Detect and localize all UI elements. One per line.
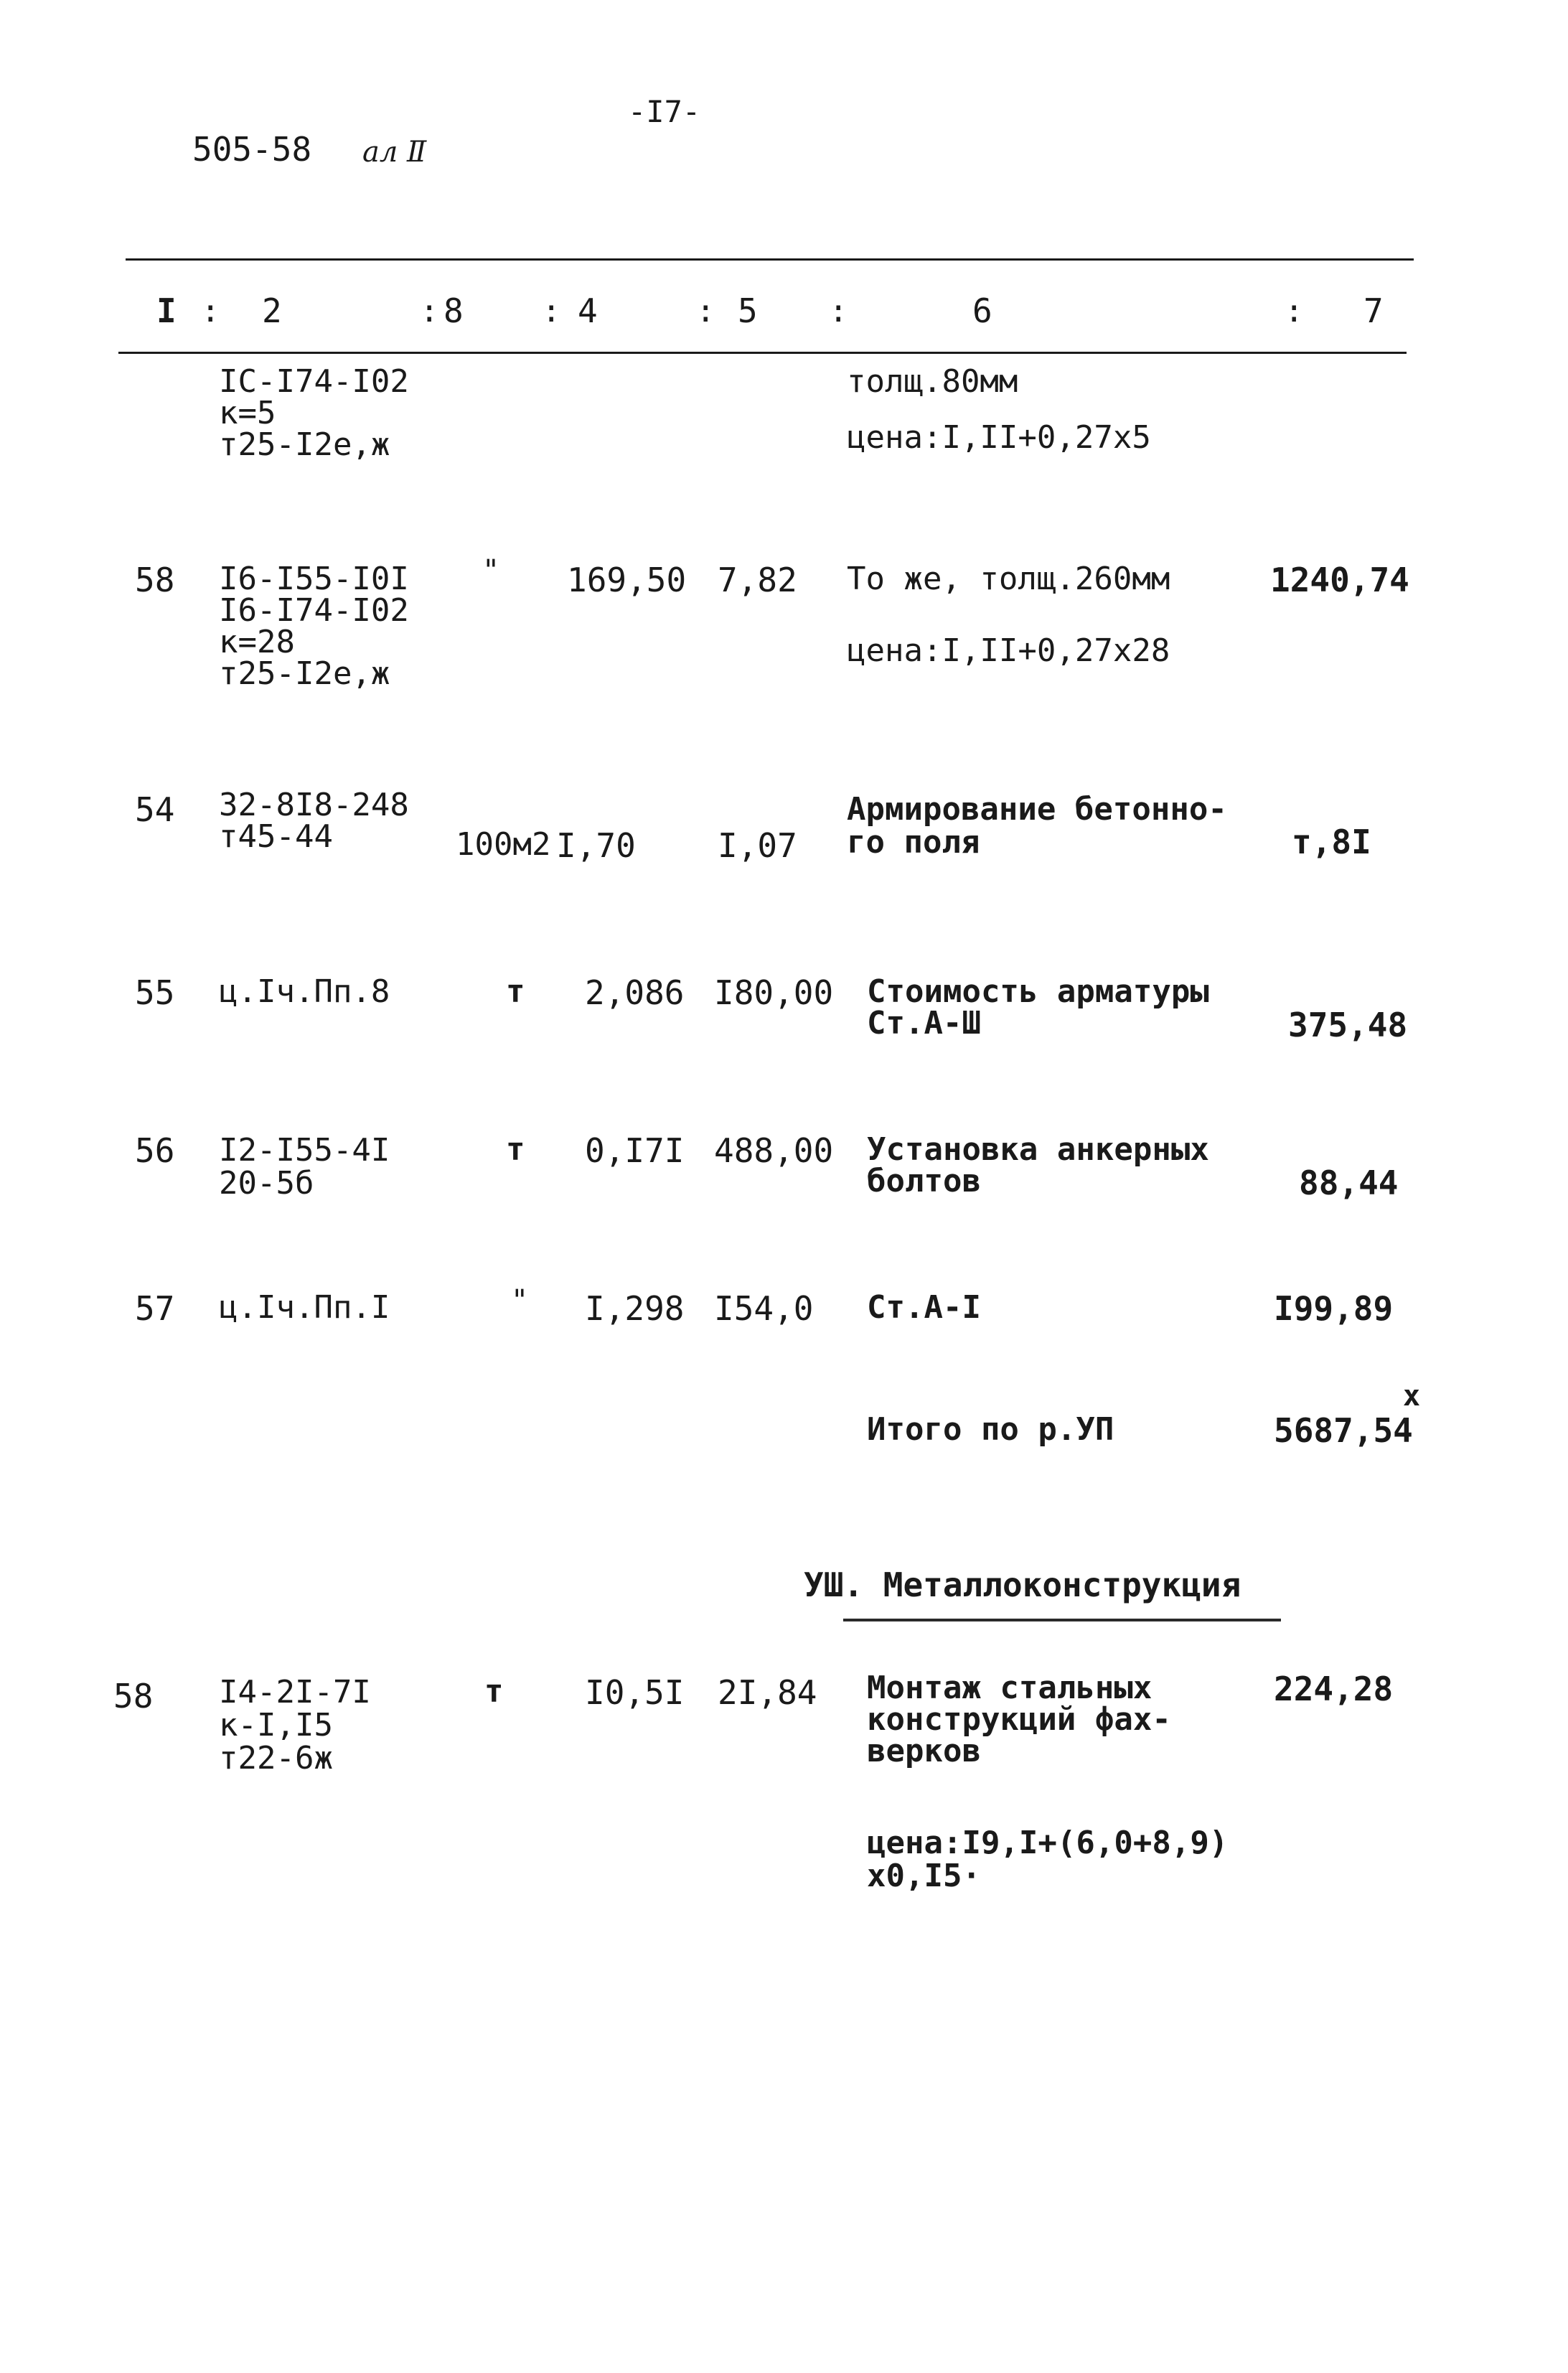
column-separator: : <box>696 293 715 329</box>
row-total: 88,44 <box>1299 1164 1399 1202</box>
row-unit-price: I80,00 <box>714 973 834 1012</box>
column-separator: : <box>1285 293 1304 329</box>
column-separator: : <box>542 293 561 329</box>
row-total: 1240,74 <box>1270 561 1409 599</box>
row-total: 375,48 <box>1288 1006 1408 1044</box>
row-quantity: I0,5I <box>585 1673 685 1712</box>
page-number: -I7- <box>628 94 701 129</box>
column-header-5: 5 <box>738 291 758 330</box>
subtotal-mark: x <box>1403 1380 1421 1413</box>
row-code: I2-I55-4I 20-5б <box>219 1132 390 1202</box>
row-code: ц.Iч.Пп.8 <box>219 973 390 1010</box>
subtotal-value: 5687,54 <box>1274 1411 1413 1450</box>
row-code: 32-8I8-248 т45-44 <box>219 787 409 855</box>
row-number: 57 <box>135 1289 175 1328</box>
row-unit-price: I54,0 <box>714 1289 814 1328</box>
row-price-formula: цена:I9,I+(6,0+8,9) x0,I5· <box>867 1825 1229 1895</box>
section-title: УШ. Металлоконструкция <box>804 1565 1241 1604</box>
row-total: 224,28 <box>1274 1670 1394 1708</box>
row-description: Стоимость арматуры Ст.А-Ш <box>867 973 1209 1042</box>
column-header-7: 7 <box>1363 291 1384 330</box>
row-total: т,8I <box>1292 823 1371 861</box>
row-unit-price: 488,00 <box>714 1131 834 1170</box>
row-unit-price: 7,82 <box>718 561 797 599</box>
row-price-formula: цена:I,II+0,27x28 <box>847 632 1170 669</box>
row-unit-price: I,07 <box>718 826 797 865</box>
document-code: 505-58 <box>192 130 312 169</box>
row-description: То же, толщ.260мм <box>847 561 1170 597</box>
row-code: I4-2I-7I к-I,I5 т22-6ж <box>219 1674 371 1777</box>
row-description: толщ.80мм <box>847 363 1018 400</box>
subtotal-label: Итого по р.УП <box>867 1411 1114 1448</box>
row-description: Ст.А-I <box>867 1289 981 1326</box>
column-separator: : <box>420 293 439 329</box>
document-code-note: ал Ⅱ <box>362 136 427 169</box>
row-description: Монтаж стальных конструкций фах- верков <box>867 1670 1171 1769</box>
row-unit: " <box>482 554 500 587</box>
row-total: I99,89 <box>1274 1289 1394 1328</box>
row-quantity: 2,086 <box>585 973 685 1012</box>
row-unit: 100м2 <box>456 826 551 863</box>
row-quantity: 169,50 <box>567 561 687 599</box>
row-unit: т <box>506 1131 525 1168</box>
column-header-6: 6 <box>972 291 992 330</box>
row-unit: т <box>506 973 525 1010</box>
row-price-formula: цена:I,II+0,27x5 <box>847 419 1151 456</box>
row-code: IC-I74-I02 к=5 т25-I2е,ж <box>219 363 409 463</box>
column-header-1: I <box>156 291 177 330</box>
row-quantity: I,298 <box>585 1289 685 1328</box>
table-top-rule <box>126 258 1414 261</box>
row-code: I6-I55-I0I I6-I74-I02 к=28 т25-I2е,ж <box>219 561 409 692</box>
row-description: Установка анкерных болтов <box>867 1131 1209 1199</box>
row-quantity: I,70 <box>556 826 636 865</box>
column-separator: : <box>829 293 848 329</box>
row-number: 56 <box>135 1131 175 1170</box>
row-number: 54 <box>135 790 175 829</box>
row-number: 58 <box>113 1677 154 1716</box>
row-number: 55 <box>135 973 175 1012</box>
column-separator: : <box>201 293 220 329</box>
row-number: 58 <box>135 561 175 599</box>
section-title-underline <box>843 1619 1281 1621</box>
column-header-3: 8 <box>443 291 464 330</box>
column-header-2: 2 <box>262 291 282 330</box>
row-unit: т <box>484 1673 504 1710</box>
row-quantity: 0,I7I <box>585 1131 685 1170</box>
row-unit-price: 2I,84 <box>718 1673 817 1712</box>
column-header-4: 4 <box>578 291 598 330</box>
row-unit: " <box>511 1284 529 1317</box>
row-description: Армирование бетонно- го поля <box>847 791 1227 861</box>
row-code: ц.Iч.Пп.I <box>219 1289 390 1326</box>
table-header-rule <box>118 352 1407 354</box>
